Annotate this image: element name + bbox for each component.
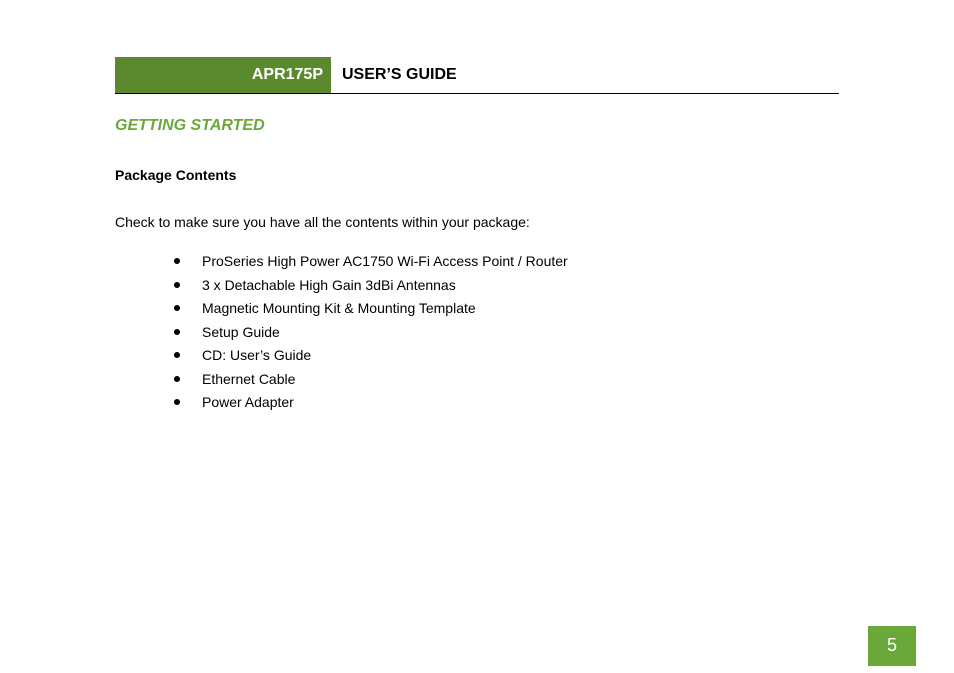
section-title: GETTING STARTED [115, 117, 265, 134]
list-item [170, 370, 568, 394]
list-item-label: Power Adapter [202, 394, 294, 410]
intro-text: Check to make sure you have all the contents within your package: [115, 214, 530, 230]
bullet-icon [174, 376, 180, 382]
bullet-icon [174, 329, 180, 335]
guide-title: USER’S GUIDE [342, 66, 457, 83]
page-number: 5 [868, 626, 916, 666]
list-item [170, 252, 568, 276]
list-item-label: Setup Guide [202, 323, 280, 340]
model-label: APR175P [115, 57, 331, 93]
list-item [170, 276, 568, 300]
bullet-icon [174, 282, 180, 288]
package-contents-list [170, 252, 568, 417]
bullet-icon [174, 258, 180, 264]
list-item-label: CD: User’s Guide [202, 347, 312, 363]
list-item [170, 323, 568, 347]
list-item-label: Ethernet Cable [202, 370, 296, 387]
bullet-icon [174, 305, 180, 311]
list-item [170, 393, 568, 417]
subsection-title: Package Contents [115, 167, 237, 183]
bullet-icon [174, 399, 180, 405]
list-item-label: 3 x Detachable High Gain 3dBi Antennas [202, 276, 456, 293]
list-item-label: Magnetic Mounting Kit & Mounting Template [202, 300, 476, 316]
list-item [170, 299, 568, 323]
list-item-label: ProSeries High Power AC1750 Wi-Fi Access Point / Router [202, 253, 568, 269]
page-header [115, 57, 839, 94]
list-item [170, 346, 568, 370]
bullet-icon [174, 352, 180, 358]
